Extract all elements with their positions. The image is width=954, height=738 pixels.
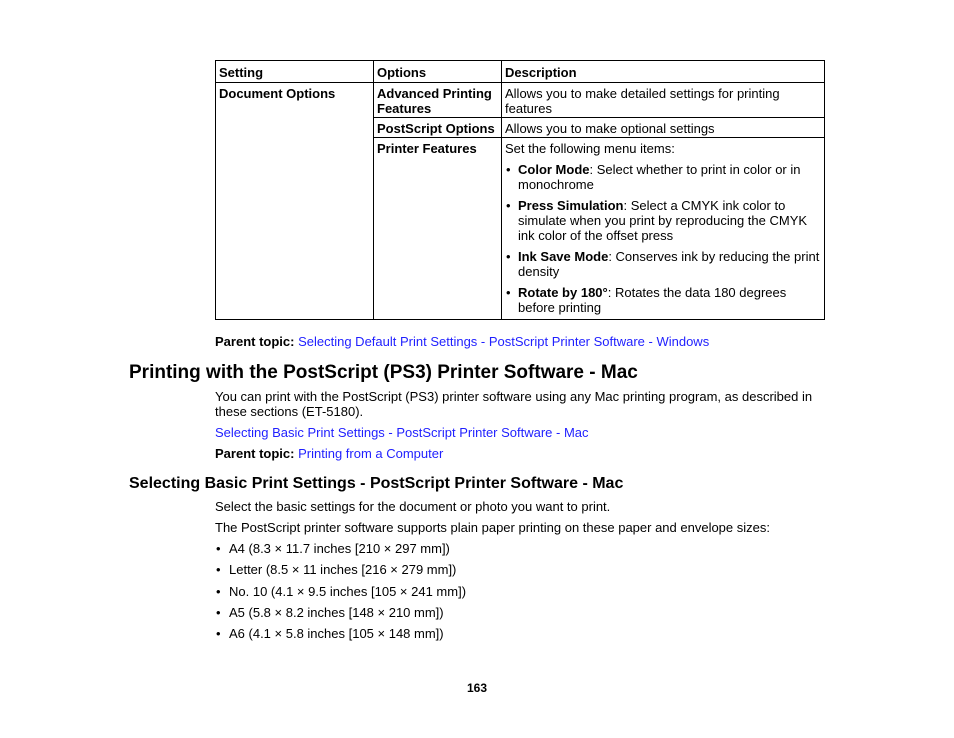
list-item: • A6 (4.1 × 5.8 inches [105 × 148 mm]) — [215, 626, 466, 647]
parent-topic-link[interactable]: Selecting Default Print Settings - PostScript Printer Software - Windows — [298, 334, 710, 349]
list-item: • A5 (5.8 × 8.2 inches [148 × 210 mm]) — [215, 605, 466, 626]
description-cell: Allows you to make detailed settings for printing features — [502, 83, 825, 118]
section-intro: You can print with the PostScript (PS3) printer software using any Mac printing program, as described in these sections (ET-5180). — [215, 389, 813, 419]
menu-item-text: : Conserves ink by reducing the print density — [518, 249, 820, 279]
list-item: • Letter (8.5 × 11 inches [216 × 279 mm]) — [215, 562, 466, 583]
menu-item-name: Press Simulation — [518, 198, 624, 213]
parent-topic-link[interactable]: Printing from a Computer — [298, 446, 444, 461]
subsection-para-1: Select the basic settings for the document or photo you want to print. — [215, 499, 611, 514]
header-options: Options — [374, 61, 502, 83]
list-item — [505, 198, 821, 243]
setting-cell: Document Options — [216, 83, 374, 320]
subsection-para-2: The PostScript printer software supports plain paper printing on these paper and envelope sizes: — [215, 520, 770, 535]
menu-item-name: Rotate by 180° — [518, 285, 608, 300]
option-cell: Printer Features — [374, 138, 502, 320]
parent-topic-label: Parent topic: — [215, 334, 295, 349]
paper-sizes-list — [215, 541, 466, 647]
description-cell: Allows you to make optional settings — [502, 118, 825, 138]
parent-topic — [215, 334, 709, 349]
list-item — [505, 285, 821, 315]
list-item: • No. 10 (4.1 × 9.5 inches [105 × 241 mm]) — [215, 584, 466, 605]
basic-settings-link[interactable]: Selecting Basic Print Settings - PostScript Printer Software - Mac — [215, 425, 589, 440]
option-cell: PostScript Options — [374, 118, 502, 138]
section-title: Printing with the PostScript (PS3) Printer Software - Mac — [129, 362, 638, 383]
option-cell: Advanced Printing Features — [374, 83, 502, 118]
menu-item-name: Ink Save Mode — [518, 249, 609, 264]
menu-item-text: : Select whether to print in color or in monochrome — [518, 162, 801, 192]
menu-item-text: : Rotates the data 180 degrees before printing — [518, 285, 787, 315]
menu-item-name: Color Mode — [518, 162, 590, 177]
menu-item-text: : Select a CMYK ink color to simulate when you print by reproducing the CMYK ink color of the offset press — [518, 198, 808, 243]
subsection-title: Selecting Basic Print Settings - PostScript Printer Software - Mac — [129, 475, 624, 492]
header-setting: Setting — [216, 61, 374, 83]
parent-topic-label: Parent topic: — [215, 446, 295, 461]
page-number: 163 — [466, 681, 488, 695]
description-text: Set the following menu items: — [505, 141, 675, 156]
description-cell — [502, 138, 825, 320]
list-item: • A4 (8.3 × 11.7 inches [210 × 297 mm]) — [215, 541, 466, 562]
table-header-row — [216, 61, 825, 83]
parent-topic — [215, 446, 443, 461]
table-row — [216, 83, 825, 118]
settings-table — [215, 60, 825, 320]
header-description: Description — [502, 61, 825, 83]
menu-items-list — [505, 162, 821, 315]
list-item — [505, 162, 821, 192]
list-item — [505, 249, 821, 279]
